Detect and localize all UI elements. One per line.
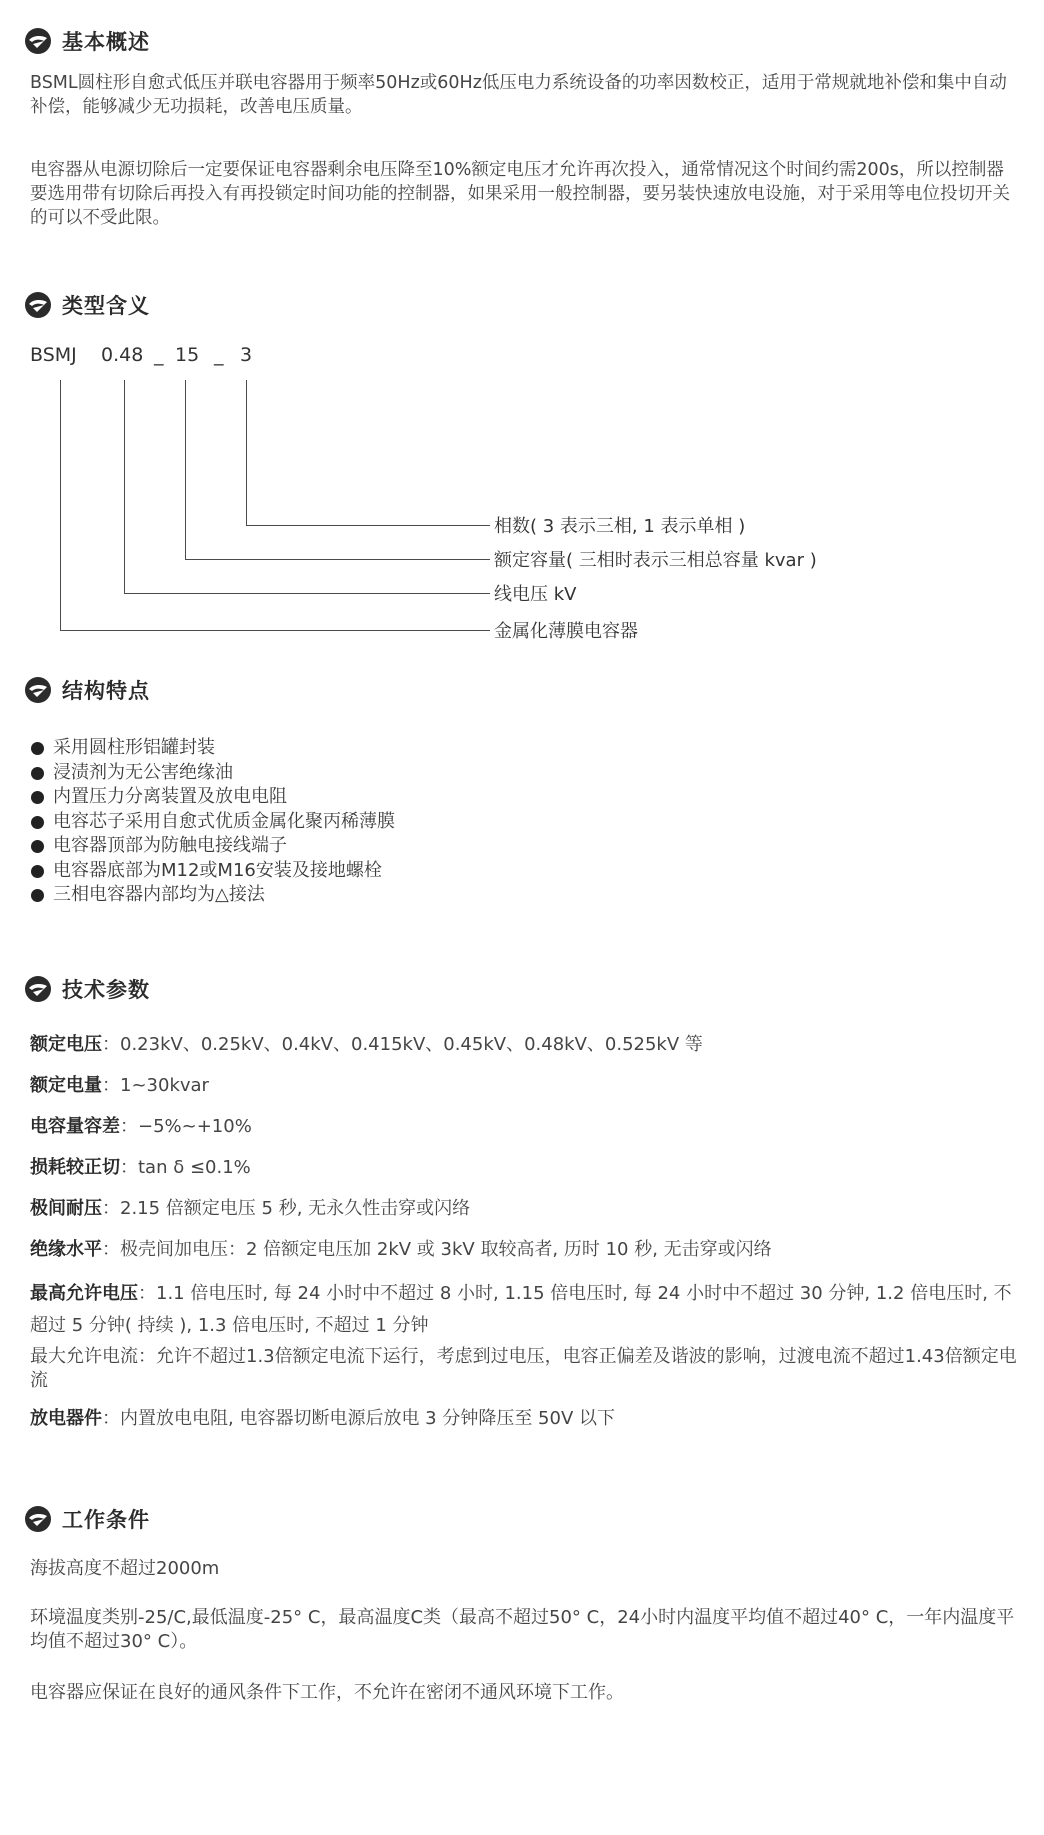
param-value: ：内置放电电阻, 电容器切断电源后放电 3 分钟降压至 50V 以下 xyxy=(102,1408,615,1429)
param-value: ：1.1 倍电压时, 每 24 小时中不超过 8 小时, 1.15 倍电压时, 每 24 小时中不超过 30 分钟, 1.2 倍电压时, 不超过 5 分钟( 持续 ), 1.3 倍电压时, 不超过 1 分钟 xyxy=(30,1283,1012,1336)
connector-line xyxy=(124,380,125,593)
section-header-structure xyxy=(24,673,150,707)
work-condition-temperature: 环境温度类别-25/C,最低温度-25° C，最高温度C类（最高不超过50° C，24小时内温度平均值不超过40° C，一年内温度平均值不超过30° C）。 xyxy=(30,1607,1015,1652)
param-key: 额定电压 xyxy=(30,1034,102,1055)
param-key: 放电器件 xyxy=(30,1408,102,1429)
section-title: 基本概述 xyxy=(62,30,150,54)
param-key: 损耗较正切 xyxy=(30,1157,120,1178)
param-key: 最高允许电压 xyxy=(30,1283,138,1304)
list-item: 电容芯子采用自愈式优质金属化聚丙稀薄膜 xyxy=(30,810,395,835)
section-header-work xyxy=(24,1502,150,1536)
section-header-type xyxy=(24,288,150,322)
list-item: 采用圆柱形铝罐封装 xyxy=(30,736,395,761)
section-title: 结构特点 xyxy=(62,679,150,703)
overview-paragraph-1: BSML圆柱形自愈式低压并联电容器用于频率50Hz或60Hz低压电力系统设备的功率因数校正，适用于常规就地补偿和集中自动补偿，能够减少无功损耗，改善电压质量。 xyxy=(30,73,1007,117)
brand-logo-icon xyxy=(24,291,52,319)
connector-line xyxy=(246,525,490,526)
code-separator: _ xyxy=(154,344,164,366)
work-condition-altitude: 海拔高度不超过2000m xyxy=(30,1558,220,1579)
list-item: 电容器顶部为防触电接线端子 xyxy=(30,834,395,859)
connector-line xyxy=(185,380,186,559)
list-item: 电容器底部为M12或M16安装及接地螺栓 xyxy=(30,859,395,884)
param-insulation-level xyxy=(30,1236,1025,1263)
connector-line xyxy=(60,630,490,631)
param-rated-voltage xyxy=(30,1031,1025,1058)
param-tolerance xyxy=(30,1113,1025,1140)
param-value: ：tan δ ≤0.1% xyxy=(120,1157,251,1178)
param-loss-tangent xyxy=(30,1154,1025,1181)
param-terminal-withstand xyxy=(30,1195,1025,1222)
code-model: BSMJ xyxy=(30,344,77,366)
section-header-tech xyxy=(24,972,150,1006)
connector-line xyxy=(124,593,490,594)
section-title: 技术参数 xyxy=(62,978,150,1002)
param-key: 绝缘水平 xyxy=(30,1239,102,1260)
section-title: 工作条件 xyxy=(62,1508,150,1532)
code-phase: 3 xyxy=(240,344,253,366)
param-max-voltage xyxy=(30,1278,1025,1342)
label-model: 金属化薄膜电容器 xyxy=(494,621,638,642)
param-rated-capacity xyxy=(30,1072,1025,1099)
param-value: ：2.15 倍额定电压 5 秒, 无永久性击穿或闪络 xyxy=(102,1198,471,1219)
param-key: 极间耐压 xyxy=(30,1198,102,1219)
connector-line xyxy=(60,380,61,630)
work-condition-ventilation: 电容器应保证在良好的通风条件下工作，不允许在密闭不通风环境下工作。 xyxy=(30,1682,624,1703)
brand-logo-icon xyxy=(24,27,52,55)
param-value: ：0.23kV、0.25kV、0.4kV、0.415kV、0.45kV、0.48kV、0.525kV 等 xyxy=(102,1034,703,1055)
code-capacity: 15 xyxy=(175,344,200,366)
list-item: 浸渍剂为无公害绝缘油 xyxy=(30,761,395,786)
param-discharge-device xyxy=(30,1405,1025,1432)
label-phase: 相数( 3 表示三相, 1 表示单相 ) xyxy=(494,516,746,537)
type-code-diagram xyxy=(0,338,1044,642)
param-value: ：1~30kvar xyxy=(102,1075,209,1096)
code-separator: _ xyxy=(214,344,224,366)
param-key: 额定电量 xyxy=(30,1075,102,1096)
label-capacity: 额定容量( 三相时表示三相总容量 kvar ) xyxy=(494,550,817,571)
list-item: 三相电容器内部均为△接法 xyxy=(30,883,395,908)
brand-logo-icon xyxy=(24,975,52,1003)
param-value: ：−5%~+10% xyxy=(120,1116,252,1137)
section-header-overview xyxy=(24,24,150,58)
param-value: ：极壳间加电压：2 倍额定电压加 2kV 或 3kV 取较高者, 历时 10 秒, 无击穿或闪络 xyxy=(102,1239,772,1260)
brand-logo-icon xyxy=(24,1505,52,1533)
list-item: 内置压力分离装置及放电电阻 xyxy=(30,785,395,810)
connector-line xyxy=(185,559,490,560)
connector-line xyxy=(246,380,247,525)
param-key: 电容量容差 xyxy=(30,1116,120,1137)
overview-paragraph-2: 电容器从电源切除后一定要保证电容器剩余电压降至10%额定电压才允许再次投入，通常情况这个时间约需200s，所以控制器要选用带有切除后再投入有再投锁定时间功能的控制器，如果采用一般控制器，要另装快速放电设施，对于采用等电位投切开关的可以不受此限。 xyxy=(30,160,1010,228)
code-voltage: 0.48 xyxy=(101,344,144,366)
section-title: 类型含义 xyxy=(62,294,150,318)
param-max-current: 最大允许电流：允许不超过1.3倍额定电流下运行，考虑到过电压，电容正偏差及谐波的影响，过渡电流不超过1.43倍额定电流 xyxy=(30,1346,1017,1391)
brand-logo-icon xyxy=(24,676,52,704)
structure-feature-list xyxy=(30,736,395,908)
label-voltage: 线电压 kV xyxy=(494,584,577,605)
